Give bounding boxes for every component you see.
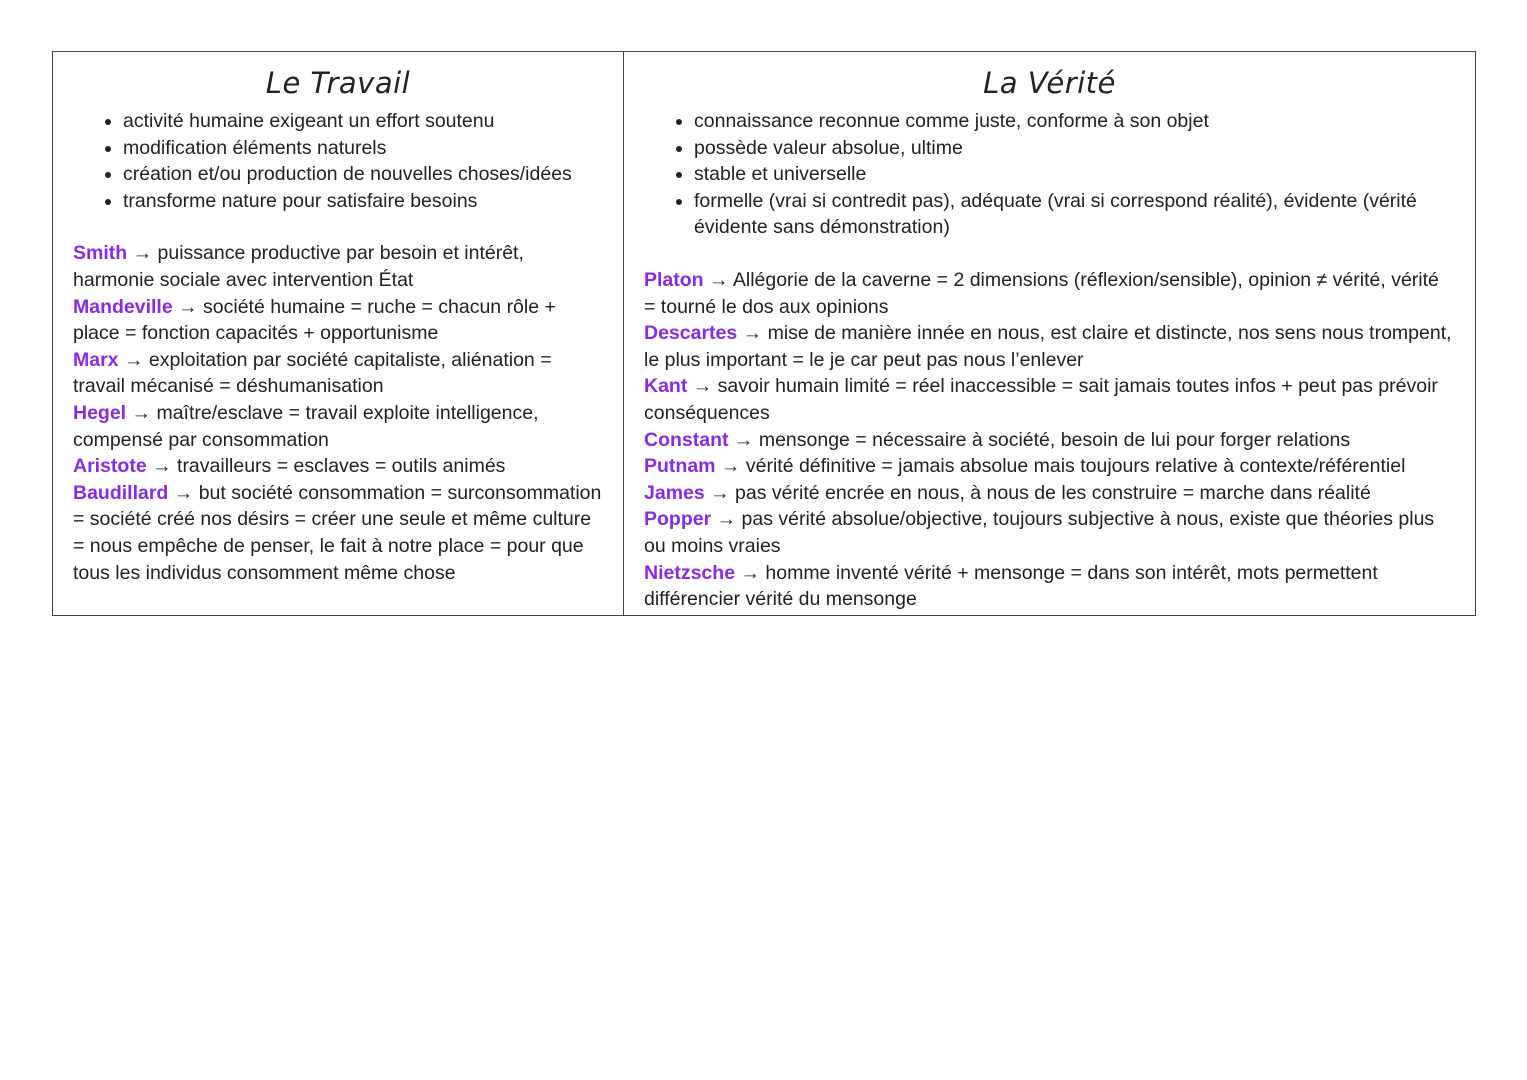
philosopher-text: → mise de manière innée en nous, est claire et distincte, nos sens nous trompent, le plus important = le je car peut pas nous l’enlever: [644, 322, 1452, 371]
philosopher-name: Platon: [644, 268, 704, 291]
definition-list-travail: [73, 108, 603, 214]
definition-item: • connaissance reconnue comme juste, conforme à son objet: [694, 108, 1455, 135]
definition-item: • possède valeur absolue, ultime: [694, 135, 1455, 162]
column-title-travail: Le Travail: [265, 66, 411, 100]
philosopher-text: → homme inventé vérité + mensonge = dans son intérêt, mots permettent différencier vérité du mensonge: [644, 561, 1378, 611]
philosopher-text: → exploitation par société capitaliste, aliénation = travail mécanisé = déshumanisation: [73, 348, 552, 398]
philosopher-name: Hegel: [73, 401, 127, 424]
definition-item: • modification éléments naturels: [123, 135, 603, 162]
definition-item: • création et/ou production de nouvelles choses/idées: [123, 161, 603, 188]
notes-table: [52, 51, 1476, 616]
column-title-verite: La Vérité: [983, 66, 1116, 100]
definition-item: • activité humaine exigeant un effort soutenu: [123, 108, 603, 135]
philosopher-name: Baudillard: [73, 481, 169, 504]
philosopher-text: → puissance productive par besoin et intérêt, harmonie sociale avec intervention État: [73, 242, 524, 291]
philosopher-text: → vérité définitive = jamais absolue mais toujours relative à contexte/référentiel: [715, 455, 1406, 478]
philosopher-name: Constant: [644, 428, 729, 451]
philosopher-text: → travailleurs = esclaves = outils animés: [146, 455, 506, 478]
philosopher-name: Popper: [644, 508, 712, 531]
philosopher-entry: [73, 294, 603, 347]
definition-item: • transforme nature pour satisfaire besoins: [123, 188, 603, 215]
philosopher-entry: [73, 240, 603, 293]
philosopher-text: → société humaine = ruche = chacun rôle + place = fonction capacités + opportunisme: [73, 295, 556, 345]
philosopher-text: → savoir humain limité = réel inaccessible = sait jamais toutes infos + peut pas prévoir conséquences: [644, 375, 1438, 424]
philosopher-entry: [73, 400, 603, 453]
philosopher-entry: [73, 347, 603, 400]
philosopher-text: → Allégorie de la caverne = 2 dimensions (réflexion/sensible), opinion ≠ vérité, vérité = tourné le dos aux opinions: [644, 268, 1439, 318]
philosopher-entry: [644, 560, 1455, 613]
philosopher-name: Nietzsche: [644, 561, 736, 584]
philosopher-entry: [644, 320, 1455, 373]
philosopher-entry: [644, 453, 1455, 480]
philosopher-entry: [644, 480, 1455, 507]
philosopher-name: Smith: [73, 242, 128, 265]
philosopher-text: → maître/esclave = travail exploite intelligence, compensé par consommation: [73, 401, 539, 451]
philosopher-text: → but société consommation = surconsommation = société créé nos désirs = créer une seule et même culture = nous empêche de penser, le fait à notre place = pour que tous les individus consomment même chose: [73, 481, 602, 584]
philosopher-text: → pas vérité encrée en nous, à nous de les construire = marche dans réalité: [704, 481, 1371, 504]
definition-list-verite: [644, 108, 1455, 241]
philosopher-entry: [644, 427, 1455, 454]
philosopher-list-travail: [73, 240, 603, 586]
philosopher-entry: [73, 453, 603, 480]
philosopher-name: Marx: [73, 348, 119, 371]
philosopher-name: Descartes: [644, 322, 738, 345]
philosopher-name: Kant: [644, 375, 688, 398]
philosopher-name: Aristote: [73, 455, 147, 478]
philosopher-name: James: [644, 481, 705, 504]
philosopher-text: → mensonge = nécessaire à société, besoin de lui pour forger relations: [728, 428, 1351, 451]
philosopher-entry: [73, 480, 603, 586]
definition-item: • formelle (vrai si contredit pas), adéquate (vrai si correspond réalité), évidente (vérité évidente sans démonstration): [694, 188, 1455, 241]
philosopher-entry: [644, 267, 1455, 320]
column-verite: [624, 52, 1475, 615]
philosopher-text: → pas vérité absolue/objective, toujours subjective à nous, existe que théories plus ou moins vraies: [644, 508, 1435, 557]
column-travail: [53, 52, 624, 615]
philosopher-name: Mandeville: [73, 295, 173, 318]
definition-item: • stable et universelle: [694, 161, 1455, 188]
philosopher-entry: [644, 373, 1455, 426]
philosopher-name: Putnam: [644, 455, 716, 478]
philosopher-list-verite: [644, 267, 1455, 613]
philosopher-entry: [644, 506, 1455, 559]
